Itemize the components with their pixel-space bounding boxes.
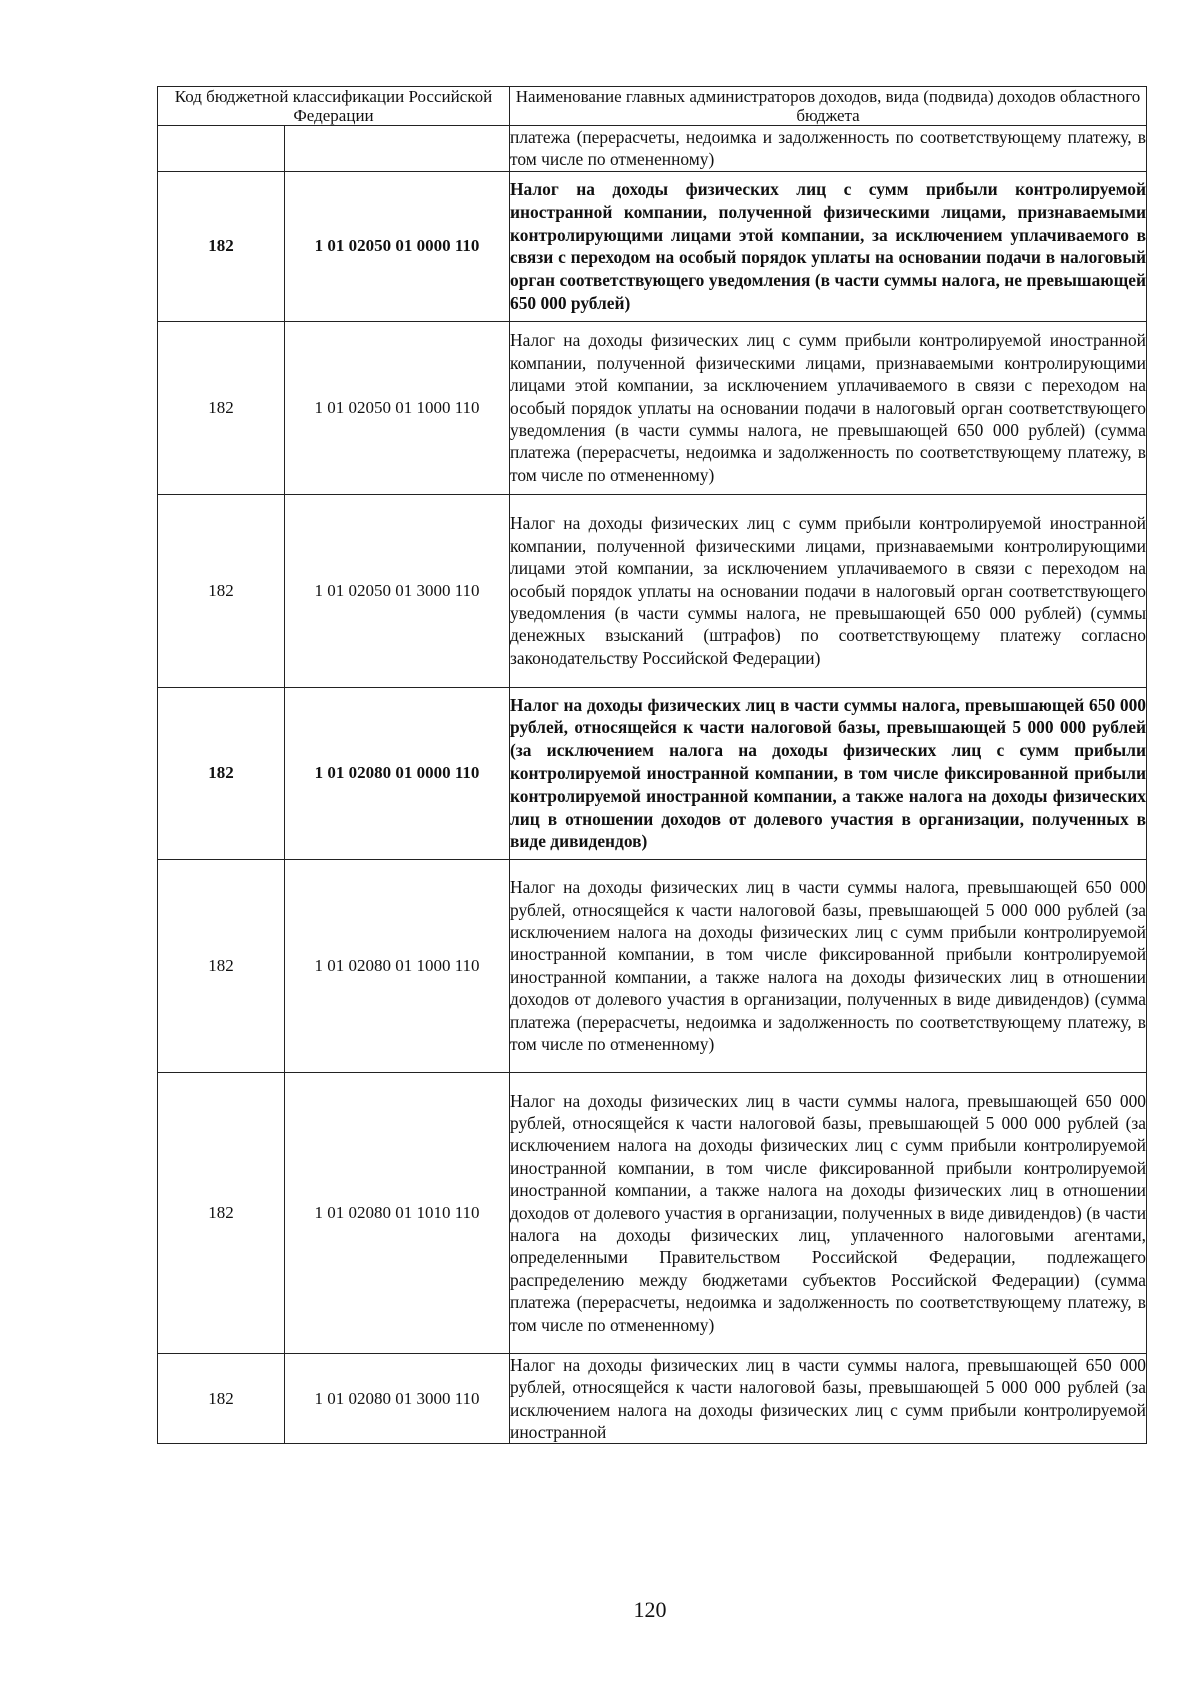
budget-code-cell: 1 01 02050 01 0000 110 (285, 171, 510, 321)
budget-classification-table (157, 86, 1147, 1444)
table-row (158, 126, 1147, 172)
administrator-code-cell: 182 (158, 687, 285, 859)
administrator-code-cell: 182 (158, 859, 285, 1072)
table-row (158, 687, 1147, 859)
revenue-description-cell: Налог на доходы физических лиц в части суммы налога, превышающей 650 000 рублей, относящейся к части налоговой базы, превышающей 5 000 000 рублей (за исключением налога на доходы физических лиц с сумм прибыли контролируемой иностранной компании, в том числе фиксированной прибыли контролируемой иностранной компании, а также налога на доходы физических лиц в отношении доходов от долевого участия в организации, полученных в виде дивидендов) (510, 687, 1147, 859)
code-column-header: Код бюджетной классификации Российской Федерации (158, 87, 510, 126)
revenue-description-cell: Налог на доходы физических лиц с сумм прибыли контролируемой иностранной компании, полученной физическими лицами, признаваемыми контролирующими лицами этой компании, за исключением уплачиваемого в связи с переходом на особый порядок уплаты на основании подачи в налоговый орган соответствующего уведомления (в части суммы налога, не превышающей 650 000 рублей) (сумма платежа (перерасчеты, недоимка и задолженность по соответствующему платежу, в том числе по отмененному) (510, 321, 1147, 494)
administrator-code-cell (158, 126, 285, 172)
table-row (158, 1353, 1147, 1444)
table-row (158, 859, 1147, 1072)
budget-code-cell: 1 01 02080 01 0000 110 (285, 687, 510, 859)
table-body (158, 126, 1147, 1444)
budget-code-cell: 1 01 02050 01 1000 110 (285, 321, 510, 494)
budget-code-cell: 1 01 02050 01 3000 110 (285, 494, 510, 687)
budget-code-cell: 1 01 02080 01 1000 110 (285, 859, 510, 1072)
table-header-row (158, 87, 1147, 126)
administrator-code-cell: 182 (158, 321, 285, 494)
revenue-description-cell: Налог на доходы физических лиц с сумм прибыли контролируемой иностранной компании, полученной физическими лицами, признаваемыми контролирующими лицами этой компании, за исключением уплачиваемого в связи с переходом на особый порядок уплаты на основании подачи в налоговый орган соответствующего уведомления (в части суммы налога, не превышающей 650 000 рублей) (суммы денежных взысканий (штрафов) по соответствующему платежу согласно законодательству Российской Федерации) (510, 494, 1147, 687)
revenue-description-cell: платежа (перерасчеты, недоимка и задолженность по соответствующему платежу, в том числе по отмененному) (510, 127, 1146, 170)
table-row (158, 321, 1147, 494)
budget-code-cell (285, 126, 510, 172)
name-column-header: Наименование главных администраторов доходов, вида (подвида) доходов областного бюджета (510, 87, 1147, 126)
revenue-description-cell: Налог на доходы физических лиц в части суммы налога, превышающей 650 000 рублей, относящейся к части налоговой базы, превышающей 5 000 000 рублей (за исключением налога на доходы физических лиц с сумм прибыли контролируемой иностранной компании, в том числе фиксированной прибыли контролируемой иностранной компании, а также налога на доходы физических лиц в отношении доходов от долевого участия в организации, полученных в виде дивидендов) (сумма платежа (перерасчеты, недоимка и задолженность по соответствующему платежу, в том числе по отмененному) (510, 859, 1147, 1072)
table-row (158, 494, 1147, 687)
administrator-code-cell: 182 (158, 1353, 285, 1444)
revenue-description-cell: Налог на доходы физических лиц в части суммы налога, превышающей 650 000 рублей, относящейся к части налоговой базы, превышающей 5 000 000 рублей (за исключением налога на доходы физических лиц с сумм прибыли контролируемой иностранной (510, 1354, 1146, 1443)
administrator-code-cell: 182 (158, 171, 285, 321)
administrator-code-cell: 182 (158, 1072, 285, 1353)
administrator-code-cell: 182 (158, 494, 285, 687)
page-number: 120 (633, 1597, 667, 1622)
budget-code-cell: 1 01 02080 01 1010 110 (285, 1072, 510, 1353)
budget-code-cell: 1 01 02080 01 3000 110 (285, 1353, 510, 1444)
table-row (158, 1072, 1147, 1353)
table-row (158, 171, 1147, 321)
revenue-description-cell: Налог на доходы физических лиц в части суммы налога, превышающей 650 000 рублей, относящейся к части налоговой базы, превышающей 5 000 000 рублей (за исключением налога на доходы физических лиц с сумм прибыли контролируемой иностранной компании, в том числе фиксированной прибыли контролируемой иностранной компании, а также налога на доходы физических лиц в отношении доходов от долевого участия в организации, полученных в виде дивидендов) (в части налога на доходы физических лиц, уплаченного налоговыми агентами, определенными Правительством Российской Федерации, подлежащего распределению между бюджетами субъектов Российской Федерации) (сумма платежа (перерасчеты, недоимка и задолженность по соответствующему платежу, в том числе по отмененному) (510, 1072, 1147, 1353)
revenue-description-cell: Налог на доходы физических лиц с сумм прибыли контролируемой иностранной компании, полученной физическими лицами, признаваемыми контролирующими лицами этой компании, за исключением уплачиваемого в связи с переходом на особый порядок уплаты на основании подачи в налоговый орган соответствующего уведомления (в части суммы налога, не превышающей 650 000 рублей) (510, 171, 1147, 321)
